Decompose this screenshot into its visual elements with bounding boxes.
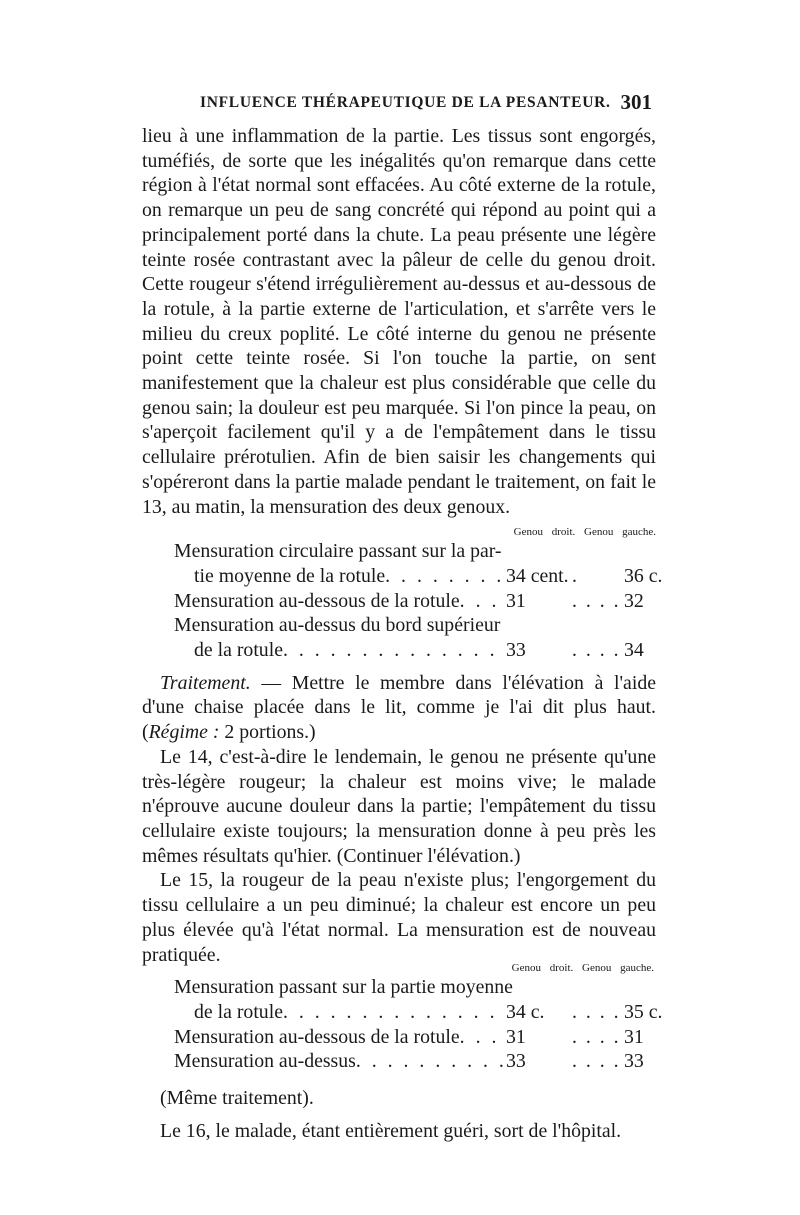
row-label: Mensuration au-dessus (174, 1050, 356, 1073)
leader-dots (283, 638, 506, 663)
leader-dots (572, 638, 624, 663)
right-knee-value: 33 (506, 1050, 526, 1073)
measurement-table (174, 975, 663, 1074)
leader-dots (356, 1049, 506, 1074)
table-row (174, 638, 656, 663)
italic-run: Traitement. (160, 671, 251, 694)
paragraph: (Même traitement). (160, 1087, 314, 1110)
paragraph: Le 16, le malade, étant entièrement guéri, sort de l'hôpital. (160, 1119, 622, 1142)
page-number: 301 (620, 90, 652, 114)
right-knee-value: 31 (506, 1025, 526, 1048)
italic-run: Régime : (148, 721, 220, 744)
row-label: de la rotule (194, 1000, 283, 1023)
right-knee-value: 34 c. (506, 1000, 545, 1023)
spacer (142, 1074, 656, 1086)
paragraph: lieu à une inflammation de la partie. Les tissus sont engorgés, tuméfiés, de sorte que les inégalités qu'on remarque dans cette région à l'état normal sont effacées. Au côté externe de la rotule, on remarque un peu de sang concrété qui répond au point qui a principalement porté dans la chute. La peau présente une légère teinte rosée contrastant avec la pâleur de celle du genou droit. Cette rougeur s'étend irrégulièrement au-dessus et au-dessous de la rotule, à la partie externe de l'articulation, et s'arrête vers le milieu du creux poplité. Le côté interne du genou ne présente point cette teinte rosée. Si l'on touche la partie, on sent manifestement que la chaleur est plus considérable que celle du genou sain; la douleur est peu marquée. Si l'on pince la peau, on s'aperçoit facilement qu'il y a de l'empâtement dans le tissu cellulaire prérotulien. Afin de bien saisir les changements qui s'opéreront dans la partie malade pendant le traitement, on fait le 13, au matin, la mensuration des deux genoux. (142, 125, 656, 518)
leader-dots (283, 1000, 506, 1025)
table-row (174, 539, 656, 564)
row-label: de la rotule (194, 639, 283, 662)
running-header (200, 90, 652, 114)
spacer (142, 663, 656, 671)
measurement-table (174, 539, 663, 663)
leader-dots (572, 1000, 624, 1025)
right-knee-value: 31 (506, 589, 526, 612)
table-row (174, 1025, 656, 1050)
left-knee-value: 35 c. (624, 1000, 663, 1023)
row-label: Mensuration au-dessous de la rotule (174, 1025, 460, 1048)
table-row (174, 589, 656, 614)
leader-dots (572, 1025, 624, 1050)
table-row (174, 564, 663, 589)
spacer (142, 1111, 656, 1119)
paragraph: Le 15, la rougeur de la peau n'existe plus; l'engorgement du tissu cellulaire a un peu diminué; la chaleur est encore un peu plus élevée qu'à l'état normal. La mensuration est de nouveau pratiquée. (142, 869, 656, 966)
text-run: — Mettre le membre dans l'élévation à l'aide d'une chaise placée dans le lit, comme je l'ai dit plus haut. ( (142, 671, 656, 744)
leader-dots (572, 589, 624, 614)
leader-dots (460, 589, 506, 614)
header-title: INFLUENCE THÉRAPEUTIQUE DE LA PESANTEUR. (200, 94, 611, 111)
table-column-headers: Genou droit. Genou gauche. (513, 526, 656, 539)
leader-dots (572, 1049, 624, 1074)
right-knee-value: 33 (506, 639, 526, 662)
table-column-headers: Genou droit. Genou gauche. (511, 962, 654, 975)
row-label: tie moyenne de la rotule (194, 564, 386, 587)
left-knee-value: 36 c. (624, 564, 663, 587)
text-run: 2 portions.) (219, 721, 316, 744)
leader-dots (460, 1025, 506, 1050)
right-knee-value: 34 cent. (506, 564, 569, 587)
row-label: Mensuration passant sur la partie moyenne (174, 976, 513, 999)
leader-dots (572, 564, 624, 589)
table-row (174, 975, 656, 1000)
left-knee-value: 32 (624, 589, 644, 612)
left-knee-value: 33 (624, 1050, 644, 1073)
table-row (174, 1049, 656, 1074)
table-row (174, 1000, 663, 1025)
row-label: Mensuration au-dessous de la rotule (174, 589, 460, 612)
table-row (174, 613, 656, 638)
paragraph: Le 14, c'est-à-dire le lendemain, le genou ne présente qu'une très-légère rougeur; la chaleur est moins vive; le malade n'éprouve aucune douleur dans la partie; l'empâtement du tissu cellulaire existe toujours; la mensuration donne à peu près les mêmes résultats qu'hier. (Continuer l'élévation.) (142, 745, 656, 867)
paragraph (142, 671, 656, 745)
left-knee-value: 34 (624, 639, 644, 662)
left-knee-value: 31 (624, 1025, 644, 1048)
page-body (142, 124, 663, 1143)
row-label: Mensuration au-dessus du bord supérieur (174, 614, 501, 637)
row-label: Mensuration circulaire passant sur la par- (174, 540, 502, 563)
leader-dots (385, 564, 506, 589)
